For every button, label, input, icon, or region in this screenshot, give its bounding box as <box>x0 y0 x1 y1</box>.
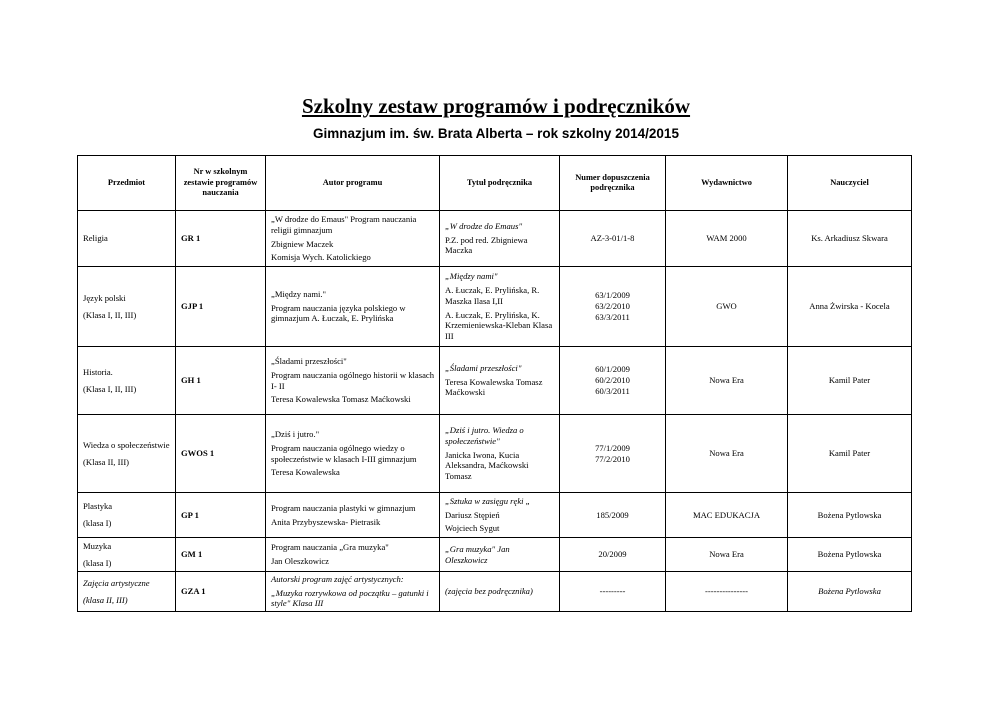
cell-autor: „Dziś i jutro." Program nauczania ogólnego wiedzy o społeczeństwie w klasach I-III gimnazjum Teresa Kowalewska <box>266 415 440 493</box>
cell-nauczyciel: Anna Żwirska - Kocela <box>788 267 912 347</box>
document-subtitle: Gimnazjum im. św. Brata Alberta – rok szkolny 2014/2015 <box>313 126 679 141</box>
header-tytul: Tytuł podręcznika <box>440 156 560 211</box>
cell-wydawnictwo: --------------- <box>666 572 788 612</box>
programs-table <box>77 155 912 612</box>
cell-nauczyciel: Kamil Pater <box>788 347 912 415</box>
cell-tytul: „Między nami" A. Łuczak, E. Prylińska, R. Maszka Ilasa I,II A. Łuczak, E. Prylińska, K. Krzemieniewska-Kleban Klasa III <box>440 267 560 347</box>
cell-tytul: „Gra muzyka" Jan Oleszkowicz <box>440 538 560 572</box>
header-wydawnictwo: Wydawnictwo <box>666 156 788 211</box>
cell-autor: Program nauczania plastyki w gimnazjum Anita Przybyszewska- Pietrasik <box>266 493 440 538</box>
cell-numer: 77/1/2009 77/2/2010 <box>560 415 666 493</box>
table-row <box>78 211 912 267</box>
cell-nr: GJP 1 <box>176 267 266 347</box>
header-nauczyciel: Nauczyciel <box>788 156 912 211</box>
cell-przedmiot: Historia. (Klasa I, II, III) <box>78 347 176 415</box>
cell-autor: „Śladami przeszłości" Program nauczania ogólnego historii w klasach I- II Teresa Kowalewska Tomasz Maćkowski <box>266 347 440 415</box>
cell-tytul: „Sztuka w zasięgu ręki „ Dariusz Stępień Wojciech Sygut <box>440 493 560 538</box>
header-numer: Numer dopuszczenia podręcznika <box>560 156 666 211</box>
cell-wydawnictwo: GWO <box>666 267 788 347</box>
table-row <box>78 267 912 347</box>
cell-nr: GR 1 <box>176 211 266 267</box>
header-przedmiot: Przedmiot <box>78 156 176 211</box>
table-row <box>78 572 912 612</box>
cell-autor: Autorski program zajęć artystycznych: „Muzyka rozrywkowa od początku – gatunki i style" Klasa III <box>266 572 440 612</box>
document-title: Szkolny zestaw programów i podręczników <box>301 94 691 118</box>
cell-nr: GH 1 <box>176 347 266 415</box>
cell-tytul: „W drodze do Emaus" P.Z. pod red. Zbigniewa Maczka <box>440 211 560 267</box>
cell-autor: Program nauczania „Gra muzyka" Jan Oleszkowicz <box>266 538 440 572</box>
cell-nr: GM 1 <box>176 538 266 572</box>
cell-autor: „Między nami." Program nauczania języka polskiego w gimnazjum A. Łuczak, E. Prylińska <box>266 267 440 347</box>
cell-tytul: „Śladami przeszłości" Teresa Kowalewska Tomasz Maćkowski <box>440 347 560 415</box>
cell-przedmiot: Zajęcia artystyczne (klasa II, III) <box>78 572 176 612</box>
cell-numer: 20/2009 <box>560 538 666 572</box>
cell-nauczyciel: Bożena Pytlowska <box>788 572 912 612</box>
cell-numer: 63/1/2009 63/2/2010 63/3/2011 <box>560 267 666 347</box>
cell-nr: GZA 1 <box>176 572 266 612</box>
table-header-row <box>78 156 912 211</box>
cell-wydawnictwo: WAM 2000 <box>666 211 788 267</box>
cell-tytul: (zajęcia bez podręcznika) <box>440 572 560 612</box>
cell-nauczyciel: Bożena Pytlowska <box>788 538 912 572</box>
table-row <box>78 493 912 538</box>
table-row <box>78 347 912 415</box>
cell-autor: „W drodze do Emaus" Program nauczania religii gimnazjum Zbigniew Maczek Komisja Wych. Katolickiego <box>266 211 440 267</box>
cell-numer: AZ-3-01/1-8 <box>560 211 666 267</box>
cell-przedmiot: Język polski (Klasa I, II, III) <box>78 267 176 347</box>
cell-przedmiot: Plastyka (klasa I) <box>78 493 176 538</box>
table-row <box>78 538 912 572</box>
header-autor: Autor programu <box>266 156 440 211</box>
cell-przedmiot: Wiedza o społeczeństwie (Klasa II, III) <box>78 415 176 493</box>
cell-tytul: „Dziś i jutro. Wiedza o społeczeństwie" Janicka Iwona, Kucia Aleksandra, Maćkowski Tomasz <box>440 415 560 493</box>
cell-numer: --------- <box>560 572 666 612</box>
cell-nr: GP 1 <box>176 493 266 538</box>
cell-nauczyciel: Bożena Pytlowska <box>788 493 912 538</box>
cell-wydawnictwo: Nowa Era <box>666 538 788 572</box>
cell-przedmiot: Muzyka (klasa I) <box>78 538 176 572</box>
cell-nauczyciel: Ks. Arkadiusz Skwara <box>788 211 912 267</box>
header-nr: Nr w szkolnym zestawie programów nauczania <box>176 156 266 211</box>
cell-numer: 185/2009 <box>560 493 666 538</box>
cell-wydawnictwo: Nowa Era <box>666 347 788 415</box>
table-row <box>78 415 912 493</box>
cell-nauczyciel: Kamil Pater <box>788 415 912 493</box>
cell-wydawnictwo: Nowa Era <box>666 415 788 493</box>
cell-wydawnictwo: MAC EDUKACJA <box>666 493 788 538</box>
cell-numer: 60/1/2009 60/2/2010 60/3/2011 <box>560 347 666 415</box>
cell-przedmiot: Religia <box>78 211 176 267</box>
cell-nr: GWOS 1 <box>176 415 266 493</box>
